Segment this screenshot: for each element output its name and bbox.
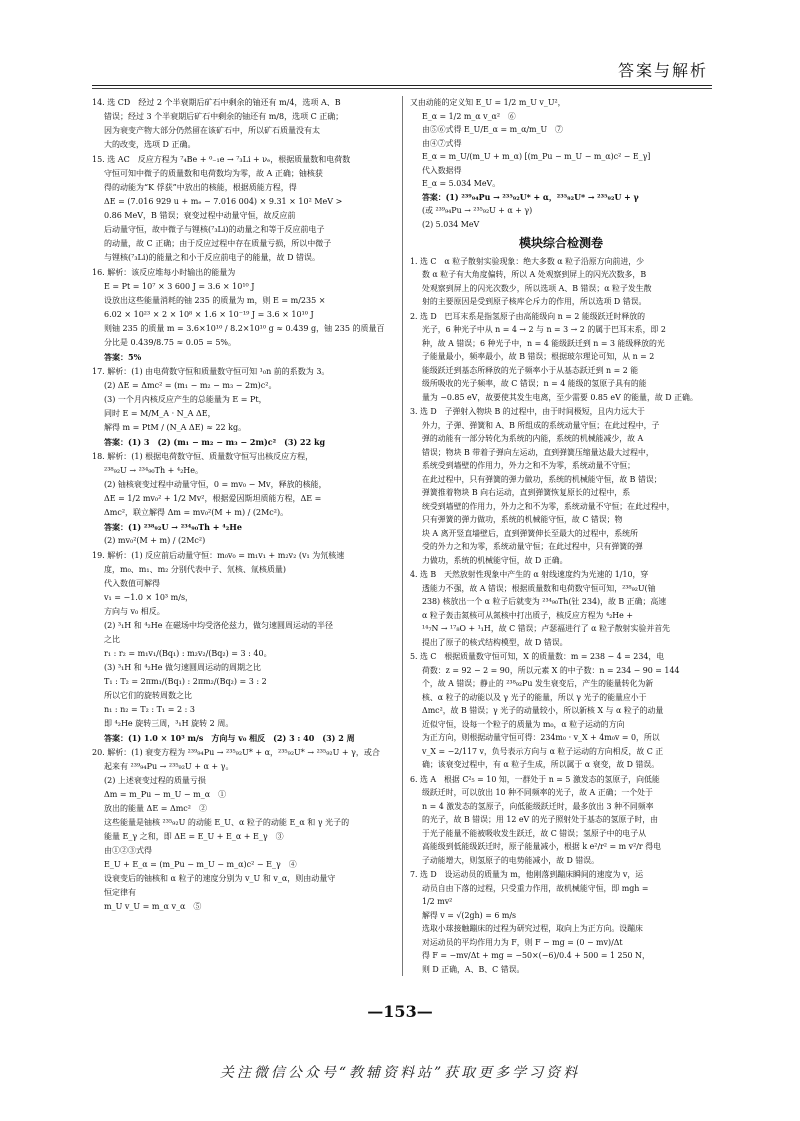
answer-line: r₁ : r₂ = m₁v₁/(Bq₁) : m₂v₂/(Bq₂) = 3 : 40。: [104, 649, 272, 658]
answer-item: [410, 568, 712, 649]
answer-line: 由④⑦式得: [422, 138, 462, 148]
answer-item: [92, 96, 392, 152]
answer-line: 在此过程中，只有弹簧的弹力做功，系统的机械能守恒，故 B 错误；: [422, 474, 662, 484]
answer-line: v₁ = −1.0 × 10³ m/s，: [104, 593, 194, 602]
right-column: [410, 96, 712, 977]
answer-line: n₁ : n₂ = T₂ : T₁ = 2 : 3: [104, 705, 195, 714]
answer-line: 受的外力之和为零，系统动量守恒；在此过程中，只有弹簧的弹: [422, 542, 643, 551]
answer-line: (3) ³₁H 和 ⁴₂He 做匀速圆周运动的周期之比: [104, 663, 262, 672]
answer-line: ΔE = 1/2 mv₀² + 1/2 Mv²，根据爱因斯坦质能方程，ΔE =: [104, 494, 322, 503]
answer-line: 块 A 离开竖直墙壁后，直到弹簧伸长至最大的过程中，系统所: [422, 528, 638, 538]
answer-item: [410, 868, 712, 976]
answer-line: 光子，6 种光子中从 n = 4 → 2 与 n = 3 → 2 的属于巴耳末系，即 2: [422, 325, 666, 334]
answer-line: T₁ : T₂ = 2πm₁/(Bq₁) : 2πm₂/(Bq₂) = 3 : 2: [104, 677, 267, 686]
answer-line: 答案：(1) 1.0 × 10³ m/s 方向与 v₀ 相反 (2) 3 : 40 (3) 2 周: [104, 733, 355, 743]
answer-line: v_X = −2/117 v，负号表示方向与 α 粒子运动的方向相反，故 C 正: [422, 746, 664, 756]
answer-line: 高能级到低能级跃迁时，原子能量减小，根据 k e²/r² = m v²/r 得电: [422, 842, 661, 851]
answer-line: 17. 解析：(1) 由电荷数守恒和质量数守恒可知 ¹₀n 前的系数为 3。: [92, 367, 330, 376]
answer-line: ¹⁴₇N → ¹⁷₈O + ¹₁H，故 C 错误；卢瑟福进行了 α 粒子散射实验并首先: [422, 624, 671, 633]
answer-line: α 粒子轰击氮核可从氮核中打出质子，核反应方程为 ⁴₂He +: [422, 610, 633, 620]
answer-line: 个，故 A 错误；静止的 ²³⁸₉₂Pu 发生衰变后，产生的能量转化为新: [422, 679, 654, 688]
answer-line: Δm = m_Pu − m_U − m_α ①: [104, 790, 227, 799]
answer-line: 答案：(1) 3 (2) (m₁ − m₂ − m₃ − 2m)c² (3) 22 kg: [104, 437, 326, 447]
answer-line: E_U + E_α = (m_Pu − m_U − m_α)c² − E_γ ④: [104, 860, 297, 869]
answer-line: 选取小球接触蹦床的过程为研究过程，取向上为正方向。设蹦床: [422, 924, 643, 933]
answer-line: 起来有 ²³⁹₉₄Pu → ²³⁵₉₂U + α + γ。: [104, 762, 234, 771]
answer-line: 设放出这些能量消耗的铀 235 的质量为 m，则 E = m/235 ×: [104, 296, 326, 305]
answer-line: 的光子，故 B 错误；用 12 eV 的光子照射处于基态的氢原子时，由: [422, 815, 659, 824]
answer-line: m_U v_U = m_α v_α ⑤: [104, 902, 202, 911]
column-divider: [402, 96, 403, 976]
answer-line: ΔE = (7.016 929 u + mₑ − 7.016 004) × 9.31 × 10² MeV >: [104, 197, 343, 206]
answer-line: 错误；物块 B 带着子弹向左运动，直到弹簧压缩量达最大过程中，: [422, 447, 654, 457]
answer-line: 后动量守恒，故中微子与锂核(⁷₃Li)的动量之和等于反应前电子: [104, 225, 325, 234]
answer-line: 则 D 正确，A、B、C 错误。: [422, 964, 525, 974]
answer-line: 力做功，系统的机械能守恒，故 D 正确。: [422, 555, 568, 565]
answer-line: E = Pt = 10⁷ × 3 600 J = 3.6 × 10¹⁰ J: [104, 282, 255, 291]
answer-line: 度，m₀、m₁、m₂ 分别代表中子、氘核、氚核质量): [104, 565, 287, 574]
answer-line: 因为衰变产物大部分仍然留在该矿石中，所以矿石质量没有太: [104, 126, 320, 135]
answer-line: 放出的能量 ΔE = Δmc² ②: [104, 804, 207, 813]
answer-line: 的动量，故 C 正确；由于反应过程中存在质量亏损，所以中微子: [104, 239, 332, 248]
answer-line: Δmc²，故 B 错误；γ 光子的动量较小，所以新核 X 与 α 粒子的动量: [422, 706, 664, 715]
answer-line: 之比: [104, 635, 120, 644]
answer-line: 同时 E = M/M_A · N_A ΔE，: [104, 409, 216, 418]
answer-line: 外力，子弹、弹簧和 A、B 所组成的系统动量守恒；在此过程中，子: [422, 420, 660, 430]
answer-line: 1/2 mv²: [422, 897, 453, 906]
answer-line: 射的主要原因是受到原子核库仑斥力的作用，所以选项 D 错误。: [422, 297, 647, 306]
answer-line: (2) ΔE = Δmc² = (m₁ − m₂ − m₃ − 2m)c²。: [104, 381, 277, 390]
answer-item: [410, 650, 712, 772]
answer-line: ²³⁸₉₂U → ²³⁴₉₀Th + ⁴₂He。: [104, 466, 204, 475]
answer-line: 量为 −0.85 eV，故要使其发生电离，至少需要 0.85 eV 的能量，故 D 正确。: [422, 392, 698, 402]
answer-line: (3) 一个月内核反应产生的总能量为 E = Pt，: [104, 395, 267, 404]
answer-line: 错误；经过 3 个半衰期后矿石中剩余的铀还有 m/8，选项 C 正确；: [104, 112, 344, 121]
answer-line: 大的改变，选项 D 正确。: [104, 140, 196, 149]
answer-line: 守恒可知中微子的质量数和电荷数均为零，故 A 正确；铀核获: [104, 169, 323, 178]
answer-line: 0.86 MeV，B 错误；衰变过程中动量守恒，故反应前: [104, 211, 296, 220]
answer-line: (2) 上述衰变过程的质量亏损: [104, 776, 206, 785]
answer-line: 由①②③式得: [104, 846, 152, 855]
answer-line: 7. 选 D 设运动员的质量为 m，他刚落到蹦床瞬间的速度为 v，运: [410, 870, 644, 879]
answer-line: 统受到墙壁的作用力，外力之和不为零，系统动量不守恒；在此过程中，: [422, 501, 675, 511]
answer-line: 解得 m = PtM / (N_A ΔE) ≈ 22 kg。: [104, 423, 247, 432]
answer-line: 所以它们的旋转周数之比: [104, 691, 192, 700]
answer-line: 答案：(1) ²³⁹₉₄Pu → ²³⁵₉₂U* + α，²³⁵₉₂U* → ²³⁵₉₂U + γ: [422, 192, 639, 202]
answer-line: n = 4 激发态的氢原子，向低能级跃迁时，最多放出 3 种不同频率: [422, 801, 654, 811]
answer-line: 弹簧推着物块 B 向右运动，直到弹簧恢复原长的过程中，系: [422, 488, 631, 497]
answer-line: 弹的动能有一部分转化为系统的内能，系统的机械能减少，故 A: [422, 434, 644, 443]
answer-line: 代入数值可解得: [104, 579, 160, 588]
answer-item: [410, 255, 712, 309]
answer-item: [92, 450, 392, 548]
answer-item: [92, 746, 392, 914]
answer-line: 1. 选 C α 粒子散射实验现象：绝大多数 α 粒子沿原方向前进，少: [410, 256, 645, 266]
answer-line: 即 ⁴₂He 旋转三周，³₁H 旋转 2 周。: [104, 719, 234, 728]
answer-line: (2) 铀核衰变过程中动量守恒，0 = mv₀ − Mv，释放的核能，: [104, 480, 327, 489]
answer-line: 恒定律有: [104, 888, 136, 897]
answer-line: E_α = 1/2 m_α v_α² ⑥: [422, 111, 516, 121]
answer-line: 能级跃迁到基态所释放的光子频率小于从基态跃迁到 n = 2 能: [422, 365, 639, 375]
page-number: —153—: [367, 1002, 433, 1021]
answer-line: (或 ²³⁹₉₄Pu → ²³⁵₉₂U + α + γ): [422, 206, 533, 215]
answer-line: 只有弹簧的弹力做功，系统的机械能守恒，故 C 错误；物: [422, 515, 623, 524]
answer-line: 子动能增大，则氢原子的电势能减小，故 D 错误。: [422, 855, 600, 865]
answer-line: 于光子能量不能被吸收发生跃迁，故 C 错误；氢原子中的电子从: [422, 828, 647, 838]
answer-line: 得 F = −mv/Δt + mg = −50×(−6)/0.4 + 500 = 1 250 N，: [422, 951, 650, 960]
answer-line: 19. 解析：(1) 反应前后动量守恒：m₀v₀ = m₁v₁ + m₂v₂ (v₁ 为氘核速: [92, 551, 345, 560]
answer-item: [410, 773, 712, 868]
answer-line: 种，故 A 错误；6 种光子中，n = 4 能级跃迁到 n = 3 能级释放的光: [422, 338, 665, 348]
answer-line: 由⑤⑥式得 E_U/E_α = m_α/m_U ⑦: [422, 125, 563, 134]
answer-line: 系统受到墙壁的作用力，外力之和不为零，系统动量不守恒；: [422, 461, 636, 470]
answer-line: E_α = 5.034 MeV。: [422, 179, 501, 188]
answer-line: 方向与 v₀ 相反。: [104, 607, 165, 616]
footer-note: 关注微信公众号“教辅资料站”获取更多学习资料: [219, 1065, 581, 1081]
answer-line: 答案：(1) ²³⁸₉₂U → ²³⁴₉₀Th + ⁴₂He: [104, 522, 242, 532]
answer-line: 动员自由下落的过程，只受重力作用，故机械能守恒，即 mgh =: [422, 883, 649, 893]
answer-line: 为正方向，则根据动量守恒可得：234m₀ · v_X + 4m₀v = 0，所以: [422, 733, 660, 742]
header-title: 答案与解析: [617, 61, 708, 80]
answer-line: 解得 v = √(2gh) = 6 m/s: [422, 910, 517, 920]
answer-line: 238) 核放出一个 α 粒子后就变为 ²³⁴₉₀Th(钍 234)，故 B 正确；高速: [422, 597, 667, 606]
answer-line: 荷数：z = 92 − 2 = 90，所以元素 X 的中子数：n = 234 − 90 = 144: [422, 665, 680, 675]
answer-line: 得的动能为“K 俘获”中放出的核能，根据质能方程，得: [104, 183, 297, 192]
page-number-value: 153: [383, 1002, 417, 1021]
answer-line: 对运动员的平均作用力为 F，则 F − mg = (0 − mv)/Δt: [422, 937, 623, 947]
answer-line: 透能力不强，故 A 错误；根据质量数和电荷数守恒可知，²³⁸₉₂U(铀: [422, 583, 656, 593]
answer-item: [410, 310, 712, 405]
answer-item: [92, 153, 392, 265]
answer-line: 子能量最小，频率最小，故 B 错误；根据玻尔理论可知，从 n = 2: [422, 352, 655, 361]
answer-line: 近似守恒，设每一个粒子的质量为 m₀，α 粒子运动的方向: [422, 719, 625, 729]
answer-line: (2) 5.034 MeV: [422, 219, 480, 229]
answer-line: E_α = m_U/(m_U + m_α) [(m_Pu − m_U − m_α)c² − E_γ]: [422, 152, 651, 161]
answer-line: 2. 选 D 巴耳末系是指氢原子由高能级向 n = 2 能级跃迁时释放的: [410, 311, 645, 321]
header-rule: [92, 85, 712, 86]
answer-item: [410, 96, 712, 231]
answer-line: 16. 解析：该反应堆每小时输出的能量为: [92, 268, 236, 277]
answer-line: 这些能量是铀核 ²³⁵₉₂U 的动能 E_U、α 粒子的动能 E_α 和 γ 光子的: [104, 818, 350, 827]
left-column: [92, 96, 392, 915]
answer-line: 4. 选 B 天然放射性现象中产生的 α 射线速度约为光速的 1/10，穿: [410, 570, 649, 579]
answer-line: 6.02 × 10²³ × 2 × 10⁸ × 1.6 × 10⁻¹⁹ J = 3.6 × 10¹⁰ J: [104, 310, 314, 319]
answer-line: 核、α 粒子的动能以及 γ 光子的能量，所以 γ 光子的能量应小于: [422, 692, 647, 702]
answer-line: 答案：5%: [104, 352, 142, 362]
answer-item: [92, 549, 392, 745]
answer-line: Δmc²，联立解得 Δm = mv₀²(M + m) / (2Mc²)。: [104, 508, 289, 517]
answer-line: 提出了原子的核式结构模型，故 D 错误。: [422, 637, 568, 647]
answer-line: (2) ³₁H 和 ⁴₂He 在磁场中均受洛伦兹力，做匀速圆周运动的半径: [104, 621, 334, 630]
header-rule-thin: [92, 88, 712, 89]
answer-line: 14. 选 CD 经过 2 个半衰期后矿石中剩余的铀还有 m/4，选项 A、B: [92, 98, 341, 107]
answer-line: 处观察到屏上的闪光次数少，所以选项 A、B 错误；α 粒子发生散: [422, 283, 652, 293]
answer-line: 3. 选 D 子弹射入物块 B 的过程中，由于时间极短，且内力远大于: [410, 407, 645, 416]
answer-line: 则铀 235 的质量 m = 3.6×10¹⁰ / 8.2×10¹⁰ g ≈ 0.439 g，铀 235 的质量百: [104, 324, 385, 333]
answer-line: 确；该衰变过程中，有 α 粒子生成，所以属于 α 衰变，故 D 错误。: [422, 760, 660, 769]
answer-line: 分比是 0.439/8.75 ≈ 0.05 = 5%。: [104, 338, 237, 347]
answer-line: 级跃迁时，可以放出 10 种不同频率的光子，故 A 正确；一个处于: [422, 788, 653, 797]
section-title: 模块综合检测卷: [518, 236, 603, 250]
answer-item: [92, 266, 392, 364]
answer-item: [410, 405, 712, 567]
answer-line: 数 α 粒子有大角度偏转，所以 A 处观察到屏上的闪光次数多，B: [422, 270, 647, 279]
answer-line: 设衰变后的铀核和 α 粒子的速度分别为 v_U 和 v_α，则由动量守: [104, 874, 336, 883]
answer-line: 20. 解析：(1) 衰变方程为 ²³⁹₉₄Pu → ²³⁵₉₂U* + α，²³⁵₉₂U* → ²³⁵₉₂U + γ，或合: [92, 748, 380, 757]
answer-line: 6. 选 A 根据 C²₅ = 10 知，一群处于 n = 5 激发态的氢原子，向低能: [410, 774, 660, 784]
answer-line: 能量 E_γ 之和，即 ΔE = E_U + E_α + E_γ ③: [104, 832, 284, 841]
answer-line: (2) mv₀²(M + m) / (2Mc²): [104, 536, 206, 545]
answer-line: 级所吸收的光子频率，故 C 错误；n = 4 能级的氢原子具有的能: [422, 379, 647, 388]
answer-line: 15. 选 AC 反应方程为 ⁷₄Be + ⁰₋₁e → ⁷₃Li + νₑ，根据质量数和电荷数: [92, 155, 351, 164]
answer-line: 又由动能的定义知 E_U = 1/2 m_U v_U²，: [410, 98, 566, 107]
answer-line: 代入数据得: [422, 165, 462, 175]
answer-line: 18. 解析：(1) 根据电荷数守恒、质量数守恒写出核反应方程，: [92, 452, 314, 461]
answer-line: 5. 选 C 根据质量数守恒可知，X 的质量数：m = 238 − 4 = 234，电: [410, 652, 665, 661]
answer-line: 与锂核(⁷₃Li)的能量之和小于反应前电子的能量，故 D 错误。: [104, 253, 321, 262]
answer-item: [92, 365, 392, 449]
